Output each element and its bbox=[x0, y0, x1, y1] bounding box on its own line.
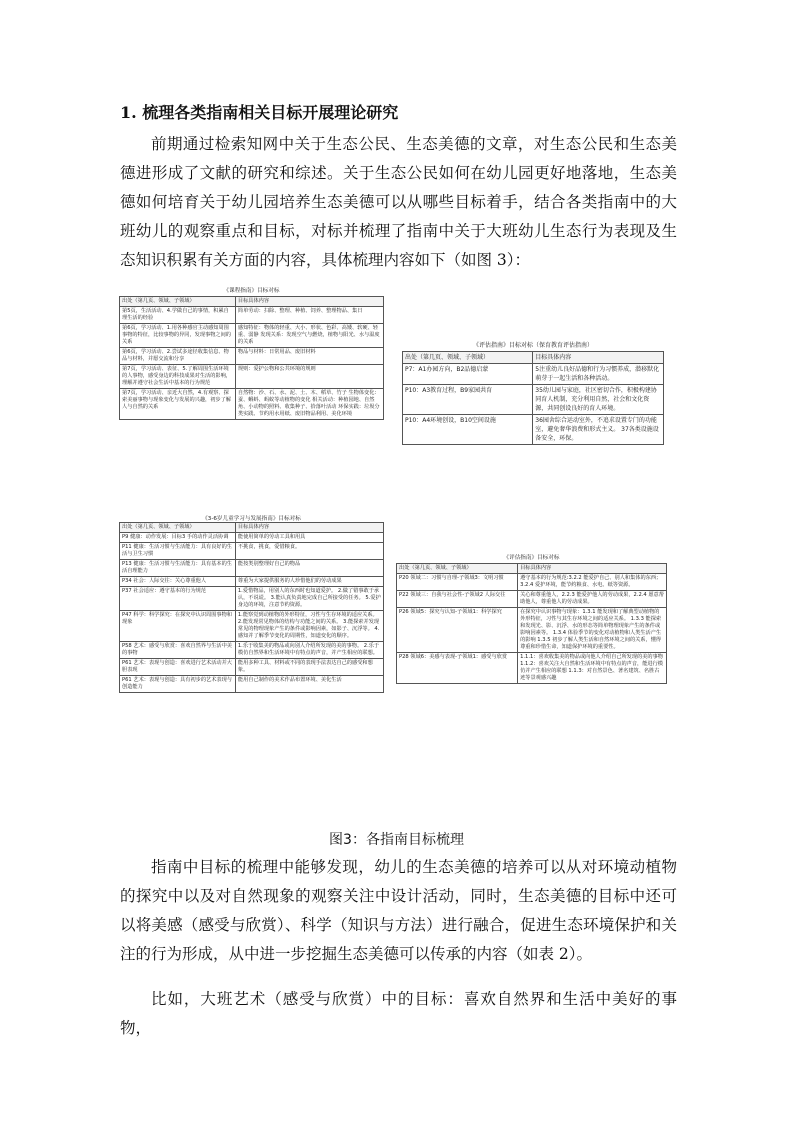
table-cell: 感知特征：物体的轻重、大小、形状、色彩、高矮、软硬、轻重、弱静 发现关系：发现空气与燃烧，植物与阳光、水与温度的关系 bbox=[235, 324, 383, 348]
table-cell: P47 科学：科学探究：在探究中认识周围事物和现象 bbox=[120, 611, 236, 642]
table-cell: 简单劳动：扫除、整理、种植、饲养、整理物品、集日 bbox=[235, 307, 383, 324]
table-cell: 在探究中认识事物与现象：1.3.1 能发现和了解典型动植物的外形特征，习性与其生存环境之间的适应关系。 1.3.3 能探索和发现光、影、沉浮、水的形态等简单物理现象产生的条件或影响因素等。 1.3.4 体验季节的变化对动植物和人类生活产生的影响 1.3.5 初步了解人类生活和自然环境之间的关系，懂得尊重和珍惜生命，知道保护环境的重要性。 bbox=[518, 608, 667, 653]
table-row bbox=[120, 611, 384, 642]
table-title-evaluation: 《评估指南》目标对标（保育教育评估指南） bbox=[472, 342, 593, 349]
table-title-evaluation-2: 《评估指南》目标对标 bbox=[503, 555, 560, 561]
table-row bbox=[120, 642, 384, 659]
table-header-row bbox=[403, 352, 664, 364]
table-cell: 能用自己制作的美术作品布置环境、美化生活 bbox=[235, 676, 383, 693]
table-cell: 5注重幼儿良好品德和行为习惯养成，潜移默化萌芽于一起生活和各种活动。 bbox=[533, 364, 664, 385]
paragraph-intro: 前期通过检索知网中关于生态公民、生态美德的文章，对生态公民和生态美德进形成了文献的研究和综述。关于生态公民如何在幼儿园更好地落地，生态美德如何培育关于幼儿园培养生态美德可以从哪些目标着手，结合各类指南中的大班幼儿的观察重点和目标，对标并梳理了指南中关于大班幼儿生态行为表现及生态知识积累有关方面的内容，具体梳理内容如下（如图 3）： bbox=[120, 135, 677, 269]
table-row bbox=[397, 591, 667, 608]
table-row bbox=[397, 608, 667, 653]
table-cell: 35幼儿园与家庭，社区密切合作，积极构建协同育人机制，充分利用自然，社会和文化资源，共同创设良好的育人环境。 bbox=[533, 385, 664, 415]
table-cell: P10：A4环境创设，B10空间设施 bbox=[403, 415, 533, 445]
table-row bbox=[120, 533, 384, 543]
table-row bbox=[120, 324, 384, 348]
evaluation-guide-table-2 bbox=[396, 563, 667, 684]
table-cell: P61 艺术：表现与创造：喜欢进行艺术活动并大胆表现 bbox=[120, 659, 236, 676]
table-cell: 能按类别整理好自己的物品 bbox=[235, 560, 383, 577]
table-cell: 1.爱惜物品，用别人的东西时也知道爱护。 2.做了错事敢于承认，不说谎。 3.能认真负责地完成自己所接受的任务。 5.爱护身边的环境，注意节约资源。 bbox=[235, 587, 383, 611]
table-row bbox=[120, 577, 384, 587]
header-cell: 目标具体内容 bbox=[235, 297, 383, 307]
table-row bbox=[120, 560, 384, 577]
section-heading: 1. 梳理各类指南相关目标开展理论研究 bbox=[120, 103, 399, 122]
header-cell: 出处（第几页、领域、子领域） bbox=[120, 523, 236, 533]
table-row bbox=[120, 587, 384, 611]
table-cell: 1.1.1：喜欢收集美的物品或向他人介绍自己所发现的美的事物 1.1.2：喜欢关注大自然和生活环境中有特点的声音，能进行模仿并产生相应的联想 1.1.3：对自然景色、著名建筑、名胜古迹等景观感兴趣 bbox=[518, 653, 667, 684]
table-row bbox=[120, 543, 384, 560]
table-row bbox=[397, 653, 667, 684]
table-row bbox=[403, 415, 664, 445]
curriculum-guide-table bbox=[119, 296, 384, 420]
table-cell: 第7页，学习活动、表征、5.了解周围生活环境的人事物，感受身边的科技成果对生活的影响，理解并遵守社会生活中基本的行为规范 bbox=[120, 365, 236, 389]
table-cell: P9 健康：动作发展：目标3 手的动作灵活协调 bbox=[120, 533, 236, 543]
development-guide-table bbox=[119, 522, 384, 693]
header-cell: 出处（第几页、领域、子领域） bbox=[403, 352, 533, 364]
header-cell: 目标具体内容 bbox=[518, 564, 667, 574]
table-cell: 能用多种工具、材料或不同的表现手法表达自己的感受和想象。 bbox=[235, 659, 383, 676]
table-cell: P28 领域6：美感与表现-子领域1：感受与欣赏 bbox=[397, 653, 518, 684]
table-cell: 自然物：沙、石、水、泥、土、木、稻草、竹子 生物体变化：蚕、蝌蚪、蚂蚁等动植物的变化 相关活动：种植园地、自然角、小动物的照料、收集种子、拾落叶活动 环保实践：垃圾分类实践、节约用水用纸、废旧物品利用、美化环境 bbox=[235, 389, 383, 420]
table-row bbox=[403, 364, 664, 385]
table-cell: 第7页，学习活动、亲近大自然，4.有观察、探索美丽事物与现象变化与发展的兴趣，初步了解人与自然的关系 bbox=[120, 389, 236, 420]
table-cell: 1.能察觉到动植物的外形特征，习性与生存环境的适应关系。 2.能发现常见物体的结构与功能之间的关系。 3.能探索并发现常见的物理现象产生的条件或影响因素，如影子、沉浮等。 4.感知并了解季节变化的周期性，知道变化的顺序。 bbox=[235, 611, 383, 642]
table-cell: 规则：爱护公物和公共环境的规则 bbox=[235, 365, 383, 389]
table-cell: 关心和尊重他人，2.2.3 能爱护他人的劳动成果，2.2.4 愿意帮助他人，尊重他人的劳动成果。 bbox=[518, 591, 667, 608]
table-cell: P7：A1办园方向，B2品德启蒙 bbox=[403, 364, 533, 385]
table-cell: P11 健康：生活习惯与生活能力：具有良好的生活与卫生习惯 bbox=[120, 543, 236, 560]
header-cell: 目标具体内容 bbox=[235, 523, 383, 533]
table-row bbox=[120, 676, 384, 693]
table-cell: P58 艺术：感受与欣赏：喜欢自然界与生活中美的事物 bbox=[120, 642, 236, 659]
table-cell: P34 社会：人际交往：关心尊重他人 bbox=[120, 577, 236, 587]
figure-caption: 图3：各指南目标梳理 bbox=[329, 832, 464, 848]
table-row bbox=[120, 307, 384, 324]
table-header-row bbox=[120, 297, 384, 307]
table-cell: P61 艺术：表现与创造：具有初步的艺术表现与创造能力 bbox=[120, 676, 236, 693]
table-row bbox=[120, 389, 384, 420]
table-cell: 能使用简单的劳动工具和用具 bbox=[235, 533, 383, 543]
table-header-row bbox=[397, 564, 667, 574]
paragraph-example: 比如，大班艺术（感受与欣赏）中的目标：喜欢自然界和生活中美好的事物， bbox=[120, 990, 677, 1037]
table-row bbox=[120, 659, 384, 676]
table-cell: 不挑食，挑食，爱惜粮食。 bbox=[235, 543, 383, 560]
table-cell: P37 社会适应：遵守基本的行为规范 bbox=[120, 587, 236, 611]
table-cell: 尊重为大家提供服务的人珍惜他们的劳动成果 bbox=[235, 577, 383, 587]
table-cell: 遵守基本的行为规范:3.2.2 能爱护自己、别人和集体的东西；3.2.4 爱护环境，能节约粮食、水电、纸等资源。 bbox=[518, 574, 667, 591]
table-row bbox=[403, 385, 664, 415]
table-title-curriculum: 《课程指南》目标对标 bbox=[223, 288, 280, 294]
table-cell: P10：A3教育过程，B9家园共育 bbox=[403, 385, 533, 415]
table-row bbox=[397, 574, 667, 591]
table-cell: 物品与材料：日常用品、废旧材料 bbox=[235, 348, 383, 365]
table-cell: P20 领域二：习惯与自理-子领域3：文明习惯 bbox=[397, 574, 518, 591]
table-cell: 第6页，学习活动、1.用各种感官主动感知周围事物的特征，比较事物的异同，发现事物之间的关系 bbox=[120, 324, 236, 348]
table-cell: 36园舍综合运动室外，不追求设置专门的功能室，避免奢华浪费和形式主义。 37各类设施设备安全，环保。 bbox=[533, 415, 664, 445]
header-cell: 目标具体内容 bbox=[533, 352, 664, 364]
table-row bbox=[120, 348, 384, 365]
evaluation-guide-table bbox=[402, 351, 664, 445]
table-header-row bbox=[120, 523, 384, 533]
table-cell: P22 领域三：自我与社会性-子领域2 人际交往 bbox=[397, 591, 518, 608]
header-cell: 出处（第几页、领域、子领域） bbox=[120, 297, 236, 307]
table-cell: P13 健康：生活习惯与生活能力：具有基本的生活自理能力 bbox=[120, 560, 236, 577]
header-cell: 出处（第几页、领域、子领域） bbox=[397, 564, 518, 574]
table-title-development: 《3-6岁儿童学习与发展指南》目标对标 bbox=[202, 516, 301, 522]
table-cell: 第5页，生活活动、4.学做自己的事情，积累自理生活的经验 bbox=[120, 307, 236, 324]
paragraph-analysis: 指南中目标的梳理中能够发现，幼儿的生态美德的培养可以从对环境动植物的探究中以及对自然现象的观察关注中设计活动，同时，生态美德的目标中还可以将美感（感受与欣赏）、科学（知识与方法）进行融合，促进生态环境保护和关注的行为形成，从中进一步挖掘生态美德可以传承的内容（如表 2）。 bbox=[120, 858, 677, 963]
table-cell: P26 领域5：探究与认知-子领域1：科学探究 bbox=[397, 608, 518, 653]
table-cell: 1.乐于收集美的物品或向别人介绍所发现的美的事物。 2.乐于模仿自然界和生活环境中有特点的声音，并产生相应的联想。 bbox=[235, 642, 383, 659]
table-row bbox=[120, 365, 384, 389]
table-cell: 第6页，学习活动、2.尝试多途径收集信息、物品与材料，并愿交流和分享 bbox=[120, 348, 236, 365]
